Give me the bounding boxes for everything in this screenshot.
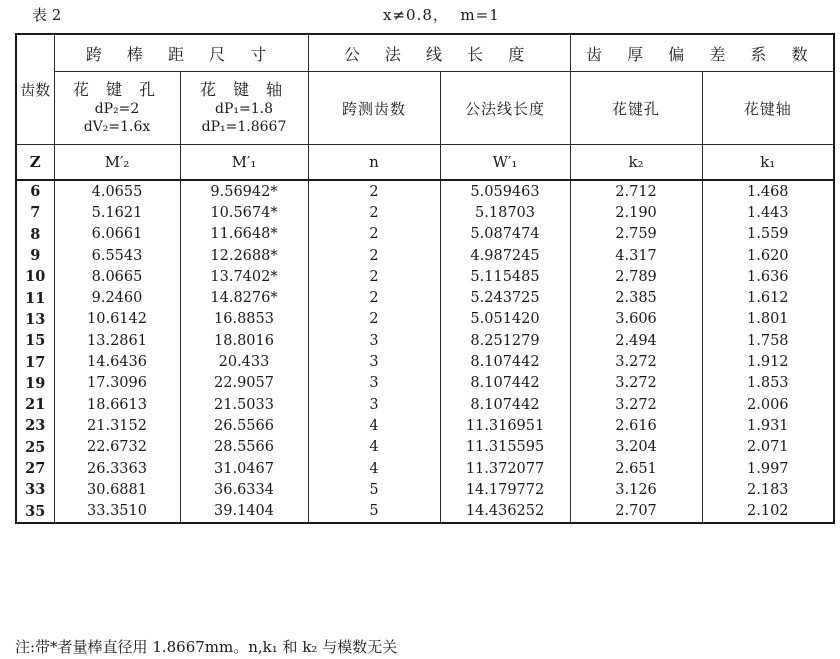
cell-k2: 2.616: [570, 415, 702, 436]
cell-tooth-count: 9: [16, 245, 54, 266]
cell-wn-length: 5.051420: [440, 309, 570, 330]
symbol-k2: k₂: [570, 145, 702, 181]
table-row: [16, 500, 834, 522]
cell-k2: 2.190: [570, 202, 702, 223]
cell-k2: 2.651: [570, 458, 702, 479]
cell-span-teeth: 3: [308, 373, 440, 394]
cell-m1: 10.5674*: [180, 202, 308, 223]
cell-k2: 3.204: [570, 437, 702, 458]
cell-m1: 14.8276*: [180, 287, 308, 308]
cell-m1: 28.5566: [180, 437, 308, 458]
cell-wn-length: 5.115485: [440, 266, 570, 287]
header-k-shaft: 花键轴: [702, 72, 834, 145]
spline-shaft-dp1: dP₁=1.8: [215, 101, 273, 117]
table-parameters: x≠0.8， m=1: [383, 6, 500, 24]
table-row: [16, 245, 834, 266]
symbol-z: Z: [16, 145, 54, 181]
cell-tooth-count: 6: [16, 180, 54, 202]
cell-m2: 33.3510: [54, 500, 180, 522]
cell-k1: 2.102: [702, 500, 834, 522]
cell-m2: 30.6881: [54, 479, 180, 500]
cell-tooth-count: 33: [16, 479, 54, 500]
cell-k1: 1.612: [702, 287, 834, 308]
header-spline-hole: [54, 72, 180, 145]
cell-m1: 13.7402*: [180, 266, 308, 287]
cell-tooth-count: 13: [16, 309, 54, 330]
cell-m2: 4.0655: [54, 180, 180, 202]
cell-k1: 1.931: [702, 415, 834, 436]
gear-data-table: [15, 33, 835, 524]
cell-k1: 2.006: [702, 394, 834, 415]
cell-span-teeth: 3: [308, 394, 440, 415]
table-row: [16, 373, 834, 394]
cell-k1: 1.468: [702, 180, 834, 202]
cell-k1: 1.443: [702, 202, 834, 223]
cell-span-teeth: 2: [308, 287, 440, 308]
cell-span-teeth: 3: [308, 351, 440, 372]
header-span-distance: 跨 棒 距 尺 寸: [54, 34, 308, 72]
cell-wn-length: 8.107442: [440, 351, 570, 372]
cell-k1: 1.620: [702, 245, 834, 266]
cell-tooth-count: 10: [16, 266, 54, 287]
cell-m1: 22.9057: [180, 373, 308, 394]
cell-m1: 39.1404: [180, 500, 308, 522]
cell-m2: 6.0661: [54, 224, 180, 245]
cell-k1: 1.853: [702, 373, 834, 394]
cell-k2: 3.606: [570, 309, 702, 330]
cell-wn-length: 11.316951: [440, 415, 570, 436]
cell-k1: 1.758: [702, 330, 834, 351]
cell-m2: 5.1621: [54, 202, 180, 223]
cell-span-teeth: 5: [308, 500, 440, 522]
cell-k2: 3.272: [570, 351, 702, 372]
cell-m1: 12.2688*: [180, 245, 308, 266]
cell-m1: 11.6648*: [180, 224, 308, 245]
table-row: [16, 180, 834, 202]
table-row: [16, 479, 834, 500]
cell-wn-length: 11.372077: [440, 458, 570, 479]
table-row: [16, 394, 834, 415]
cell-tooth-count: 27: [16, 458, 54, 479]
cell-span-teeth: 2: [308, 202, 440, 223]
table-row: [16, 266, 834, 287]
cell-span-teeth: 3: [308, 330, 440, 351]
cell-m2: 10.6142: [54, 309, 180, 330]
cell-tooth-count: 25: [16, 437, 54, 458]
spline-hole-title: 花 键 孔: [72, 80, 162, 99]
header-row-groups: [16, 34, 834, 72]
cell-k1: 2.183: [702, 479, 834, 500]
cell-k1: 1.559: [702, 224, 834, 245]
header-span-teeth: 跨测齿数: [308, 72, 440, 145]
cell-span-teeth: 2: [308, 180, 440, 202]
cell-span-teeth: 2: [308, 245, 440, 266]
cell-k1: 1.636: [702, 266, 834, 287]
cell-m2: 17.3096: [54, 373, 180, 394]
cell-span-teeth: 4: [308, 415, 440, 436]
cell-span-teeth: 4: [308, 458, 440, 479]
cell-k1: 1.801: [702, 309, 834, 330]
cell-k2: 2.759: [570, 224, 702, 245]
cell-wn-length: 8.107442: [440, 394, 570, 415]
table-row: [16, 330, 834, 351]
header-spline-shaft: [180, 72, 308, 145]
cell-wn-length: 5.087474: [440, 224, 570, 245]
table-row: [16, 309, 834, 330]
symbol-w: W′₁: [440, 145, 570, 181]
cell-m1: 36.6334: [180, 479, 308, 500]
cell-k1: 2.071: [702, 437, 834, 458]
table-row: [16, 415, 834, 436]
footnote: 注:带*者量棒直径用 1.8667mm。n,k₁ 和 k₂ 与模数无关: [15, 638, 398, 656]
cell-m2: 22.6732: [54, 437, 180, 458]
header-k-hole: 花键孔: [570, 72, 702, 145]
cell-m2: 21.3152: [54, 415, 180, 436]
header-wn-length: 公法线长度: [440, 72, 570, 145]
cell-span-teeth: 2: [308, 266, 440, 287]
cell-k2: 4.317: [570, 245, 702, 266]
cell-m2: 18.6613: [54, 394, 180, 415]
spline-hole-dp: dP₂=2: [94, 101, 140, 117]
table-row: [16, 224, 834, 245]
cell-k1: 1.912: [702, 351, 834, 372]
cell-m2: 13.2861: [54, 330, 180, 351]
cell-k2: 3.272: [570, 373, 702, 394]
cell-tooth-count: 8: [16, 224, 54, 245]
table-row: [16, 351, 834, 372]
cell-tooth-count: 7: [16, 202, 54, 223]
cell-tooth-count: 11: [16, 287, 54, 308]
cell-k2: 2.385: [570, 287, 702, 308]
table-row: [16, 458, 834, 479]
cell-wn-length: 11.315595: [440, 437, 570, 458]
cell-k2: 2.789: [570, 266, 702, 287]
cell-tooth-count: 15: [16, 330, 54, 351]
cell-span-teeth: 2: [308, 309, 440, 330]
cell-m1: 18.8016: [180, 330, 308, 351]
header-row-symbols: [16, 145, 834, 181]
cell-tooth-count: 21: [16, 394, 54, 415]
header-tooth-count: [16, 34, 54, 145]
spline-shaft-dp2: dP₁=1.8667: [201, 119, 287, 135]
cell-m1: 16.8853: [180, 309, 308, 330]
cell-k2: 3.272: [570, 394, 702, 415]
cell-k1: 1.997: [702, 458, 834, 479]
spline-shaft-title: 花 键 轴: [199, 80, 289, 99]
cell-wn-length: 8.251279: [440, 330, 570, 351]
header-thickness-coef: 齿 厚 偏 差 系 数: [570, 34, 834, 72]
cell-k2: 3.126: [570, 479, 702, 500]
spline-hole-dv: dV₂=1.6x: [83, 119, 151, 135]
cell-span-teeth: 5: [308, 479, 440, 500]
cell-m2: 8.0665: [54, 266, 180, 287]
table-row: [16, 202, 834, 223]
cell-span-teeth: 4: [308, 437, 440, 458]
table-row: [16, 437, 834, 458]
table-body: [16, 180, 834, 523]
cell-k2: 2.707: [570, 500, 702, 522]
cell-m2: 14.6436: [54, 351, 180, 372]
symbol-n: n: [308, 145, 440, 181]
cell-span-teeth: 2: [308, 224, 440, 245]
cell-tooth-count: 23: [16, 415, 54, 436]
symbol-m2: M′₂: [54, 145, 180, 181]
cell-m1: 20.433: [180, 351, 308, 372]
cell-m1: 21.5033: [180, 394, 308, 415]
cell-m1: 26.5566: [180, 415, 308, 436]
cell-wn-length: 5.243725: [440, 287, 570, 308]
cell-tooth-count: 35: [16, 500, 54, 522]
cell-m1: 9.56942*: [180, 180, 308, 202]
symbol-k1: k₁: [702, 145, 834, 181]
cell-m1: 31.0467: [180, 458, 308, 479]
header-base-tangent: 公 法 线 长 度: [308, 34, 570, 72]
cell-m2: 9.2460: [54, 287, 180, 308]
header-tooth-count-label: 齿数: [20, 81, 51, 99]
cell-k2: 2.712: [570, 180, 702, 202]
cell-m2: 26.3363: [54, 458, 180, 479]
cell-tooth-count: 19: [16, 373, 54, 394]
cell-wn-length: 5.059463: [440, 180, 570, 202]
cell-wn-length: 8.107442: [440, 373, 570, 394]
cell-k2: 2.494: [570, 330, 702, 351]
cell-wn-length: 4.987245: [440, 245, 570, 266]
header-row-sub: [16, 72, 834, 145]
cell-tooth-count: 17: [16, 351, 54, 372]
symbol-m1: M′₁: [180, 145, 308, 181]
table-caption: 表 2: [32, 6, 62, 24]
cell-m2: 6.5543: [54, 245, 180, 266]
cell-wn-length: 14.436252: [440, 500, 570, 522]
cell-wn-length: 5.18703: [440, 202, 570, 223]
cell-wn-length: 14.179772: [440, 479, 570, 500]
table-row: [16, 287, 834, 308]
